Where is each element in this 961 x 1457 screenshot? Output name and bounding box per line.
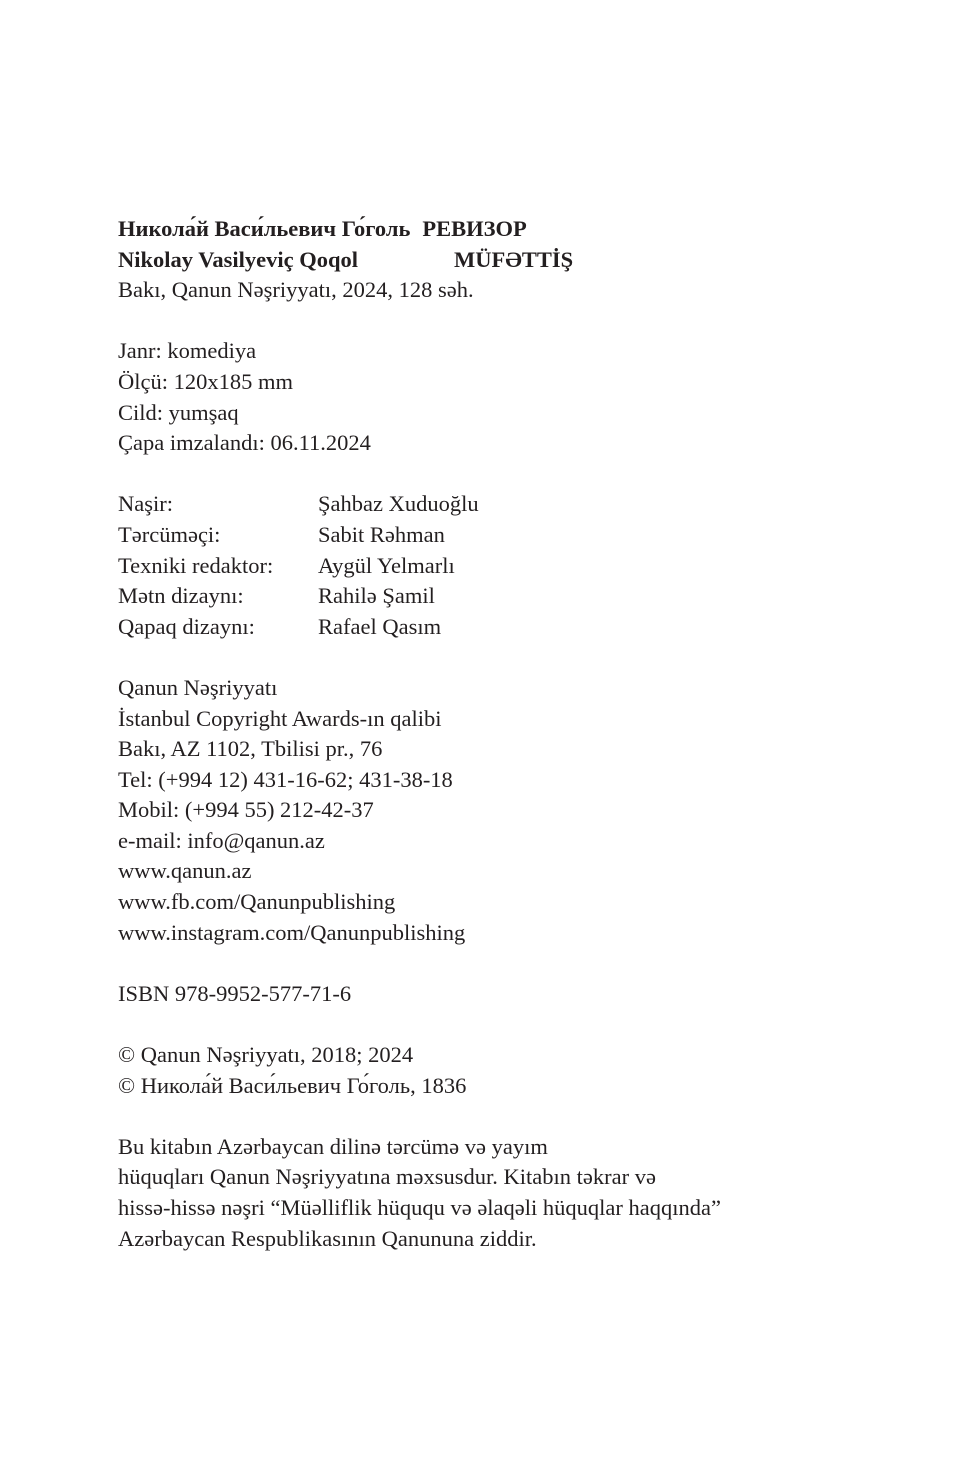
credit-row — [118, 489, 878, 520]
title-ru: РЕВИЗОР — [422, 216, 527, 241]
publisher-mobile: Mobil: (+994 55) 212-42-37 — [118, 797, 374, 823]
spacer — [118, 1009, 878, 1040]
credits-block — [118, 489, 878, 642]
credit-value: Şahbaz Xuduoğlu — [318, 491, 479, 517]
imprint-page — [118, 214, 878, 1254]
spacer — [118, 948, 878, 979]
details-block — [118, 336, 878, 458]
author-az: Nikolay Vasilyeviç Qoqol — [118, 246, 359, 272]
header-az-line — [118, 245, 878, 276]
credit-value: Rahilə Şamil — [318, 583, 435, 609]
publisher-instagram: www.instagram.com/Qanunpublishing — [118, 919, 466, 945]
publication-info: Bakı, Qanun Nəşriyyatı, 2024, 128 səh. — [118, 277, 474, 303]
publisher-address: Bakı, AZ 1102, Tbilisi pr., 76 — [118, 736, 383, 762]
author-ru: Никола́й Васи́льевич Го́голь — [118, 216, 411, 241]
rights-line: Bu kitabın Azərbaycan dilinə tərcümə və yayım — [118, 1133, 548, 1159]
credit-row — [118, 581, 878, 612]
spacer — [118, 1101, 878, 1132]
publisher-name: Qanun Nəşriyyatı — [118, 674, 278, 700]
credit-label: Tərcüməçi: — [118, 521, 221, 547]
spacer — [118, 306, 878, 337]
rights-line: Azərbaycan Respublikasının Qanununa ziddir. — [118, 1225, 537, 1251]
credit-value: Rafael Qasım — [318, 613, 442, 639]
credit-row — [118, 551, 878, 582]
spacer — [118, 459, 878, 490]
publisher-phone: Tel: (+994 12) 431-16-62; 431-38-18 — [118, 766, 453, 792]
detail-size: Ölçü: 120x185 mm — [118, 368, 293, 394]
rights-notice — [118, 1132, 878, 1254]
detail-print-date: Çapa imzalandı: 06.11.2024 — [118, 430, 371, 456]
isbn: ISBN 978-9952-577-71-6 — [118, 980, 352, 1006]
detail-genre: Janr: komediya — [118, 338, 257, 364]
copyright-author: © Никола́й Васи́льевич Го́голь, 1836 — [118, 1072, 467, 1098]
rights-line: hüquqları Qanun Nəşriyyatına məxsusdur. Kitabın təkrar və — [118, 1164, 656, 1190]
credit-row — [118, 520, 878, 551]
publisher-facebook: www.fb.com/Qanunpublishing — [118, 889, 396, 915]
credit-row — [118, 612, 878, 643]
rights-line: hissə-hissə nəşri “Müəlliflik hüququ və əlaqəli hüquqlar haqqında” — [118, 1195, 721, 1220]
spacer — [118, 642, 878, 673]
publisher-block — [118, 673, 878, 948]
publisher-website: www.qanun.az — [118, 858, 252, 884]
header-ru-line — [118, 214, 878, 245]
copyright-block — [118, 1040, 878, 1101]
publisher-email: e-mail: info@qanun.az — [118, 827, 325, 853]
credit-label: Texniki redaktor: — [118, 552, 274, 578]
publisher-award: İstanbul Copyright Awards-ın qalibi — [118, 705, 442, 731]
copyright-publisher: © Qanun Nəşriyyatı, 2018; 2024 — [118, 1042, 414, 1068]
detail-binding: Cild: yumşaq — [118, 399, 239, 425]
credit-label: Mətn dizaynı: — [118, 583, 244, 609]
credit-value: Sabit Rəhman — [318, 521, 445, 547]
credit-label: Naşir: — [118, 491, 173, 517]
credit-value: Aygül Yelmarlı — [318, 552, 455, 578]
credit-label: Qapaq dizaynı: — [118, 613, 255, 639]
title-az: MÜFƏTTİŞ — [454, 246, 574, 272]
